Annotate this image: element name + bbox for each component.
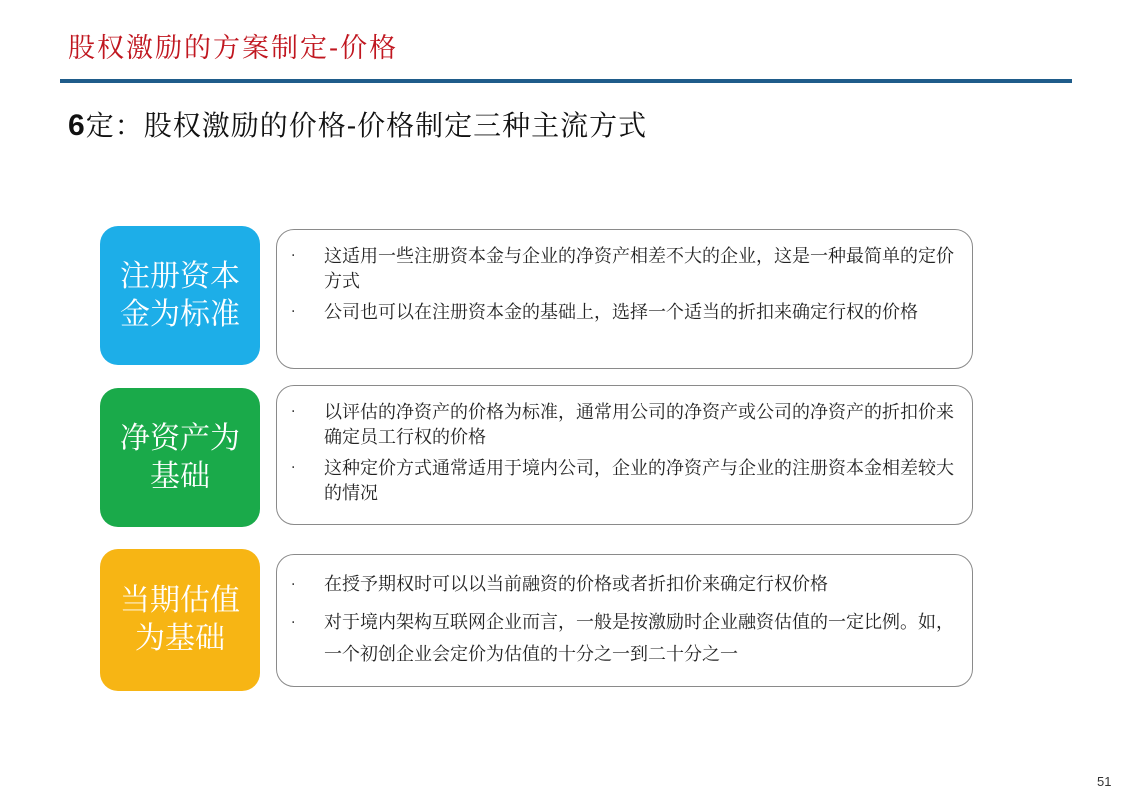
method-label-net-assets — [100, 388, 260, 527]
page-number: 51 — [1097, 774, 1112, 789]
list-item — [291, 607, 956, 671]
list-item — [291, 400, 956, 450]
method-label-text: 注册资本金为标准 — [120, 258, 240, 332]
method-label-registered-capital — [100, 226, 260, 365]
list-item-text: 这种定价方式通常适用于境内公司，企业的净资产与企业的注册资本金相差较大的情况 — [324, 458, 954, 504]
bullet-dot: · — [291, 248, 296, 264]
method-description-box-current-valuation — [276, 554, 973, 687]
subtitle-text: 定：股权激励的价格-价格制定三种主流方式 — [85, 109, 648, 142]
slide-section-title: 股权激励的方案制定-价格 — [68, 33, 399, 64]
list-item-text: 这适用一些注册资本金与企业的净资产相差不大的企业，这是一种最简单的定价方式 — [324, 246, 954, 292]
bullet-dot: · — [291, 577, 296, 593]
method-description-box-registered-capital — [276, 229, 973, 369]
list-item-text: 在授予期权时可以以当前融资的价格或者折扣价来确定行权价格 — [324, 574, 828, 595]
method-label-current-valuation — [100, 549, 260, 691]
list-item-text: 以评估的净资产的价格为标准，通常用公司的净资产或公司的净资产的折扣价来确定员工行权的价格 — [324, 402, 954, 448]
method-description-box-net-assets — [276, 385, 973, 525]
list-item — [291, 569, 956, 601]
bullet-dot: · — [291, 304, 296, 320]
slide-subtitle — [68, 104, 647, 144]
list-item — [291, 300, 956, 325]
method-label-text: 当期估值为基础 — [120, 583, 240, 656]
bullet-dot: · — [291, 460, 296, 476]
list-item — [291, 244, 956, 294]
list-item — [291, 456, 956, 506]
subtitle-number: 6 — [68, 109, 86, 142]
bullet-dot: · — [291, 615, 296, 631]
list-item-text: 对于境内架构互联网企业而言，一般是按激励时企业融资估值的一定比例。如，一个初创企业会定价为估值的十分之一到二十分之一 — [324, 612, 954, 665]
header-divider — [60, 79, 1072, 83]
list-item-text: 公司也可以在注册资本金的基础上，选择一个适当的折扣来确定行权的价格 — [324, 302, 918, 323]
bullet-dot: · — [291, 404, 296, 420]
method-label-text: 净资产为基础 — [120, 420, 240, 494]
